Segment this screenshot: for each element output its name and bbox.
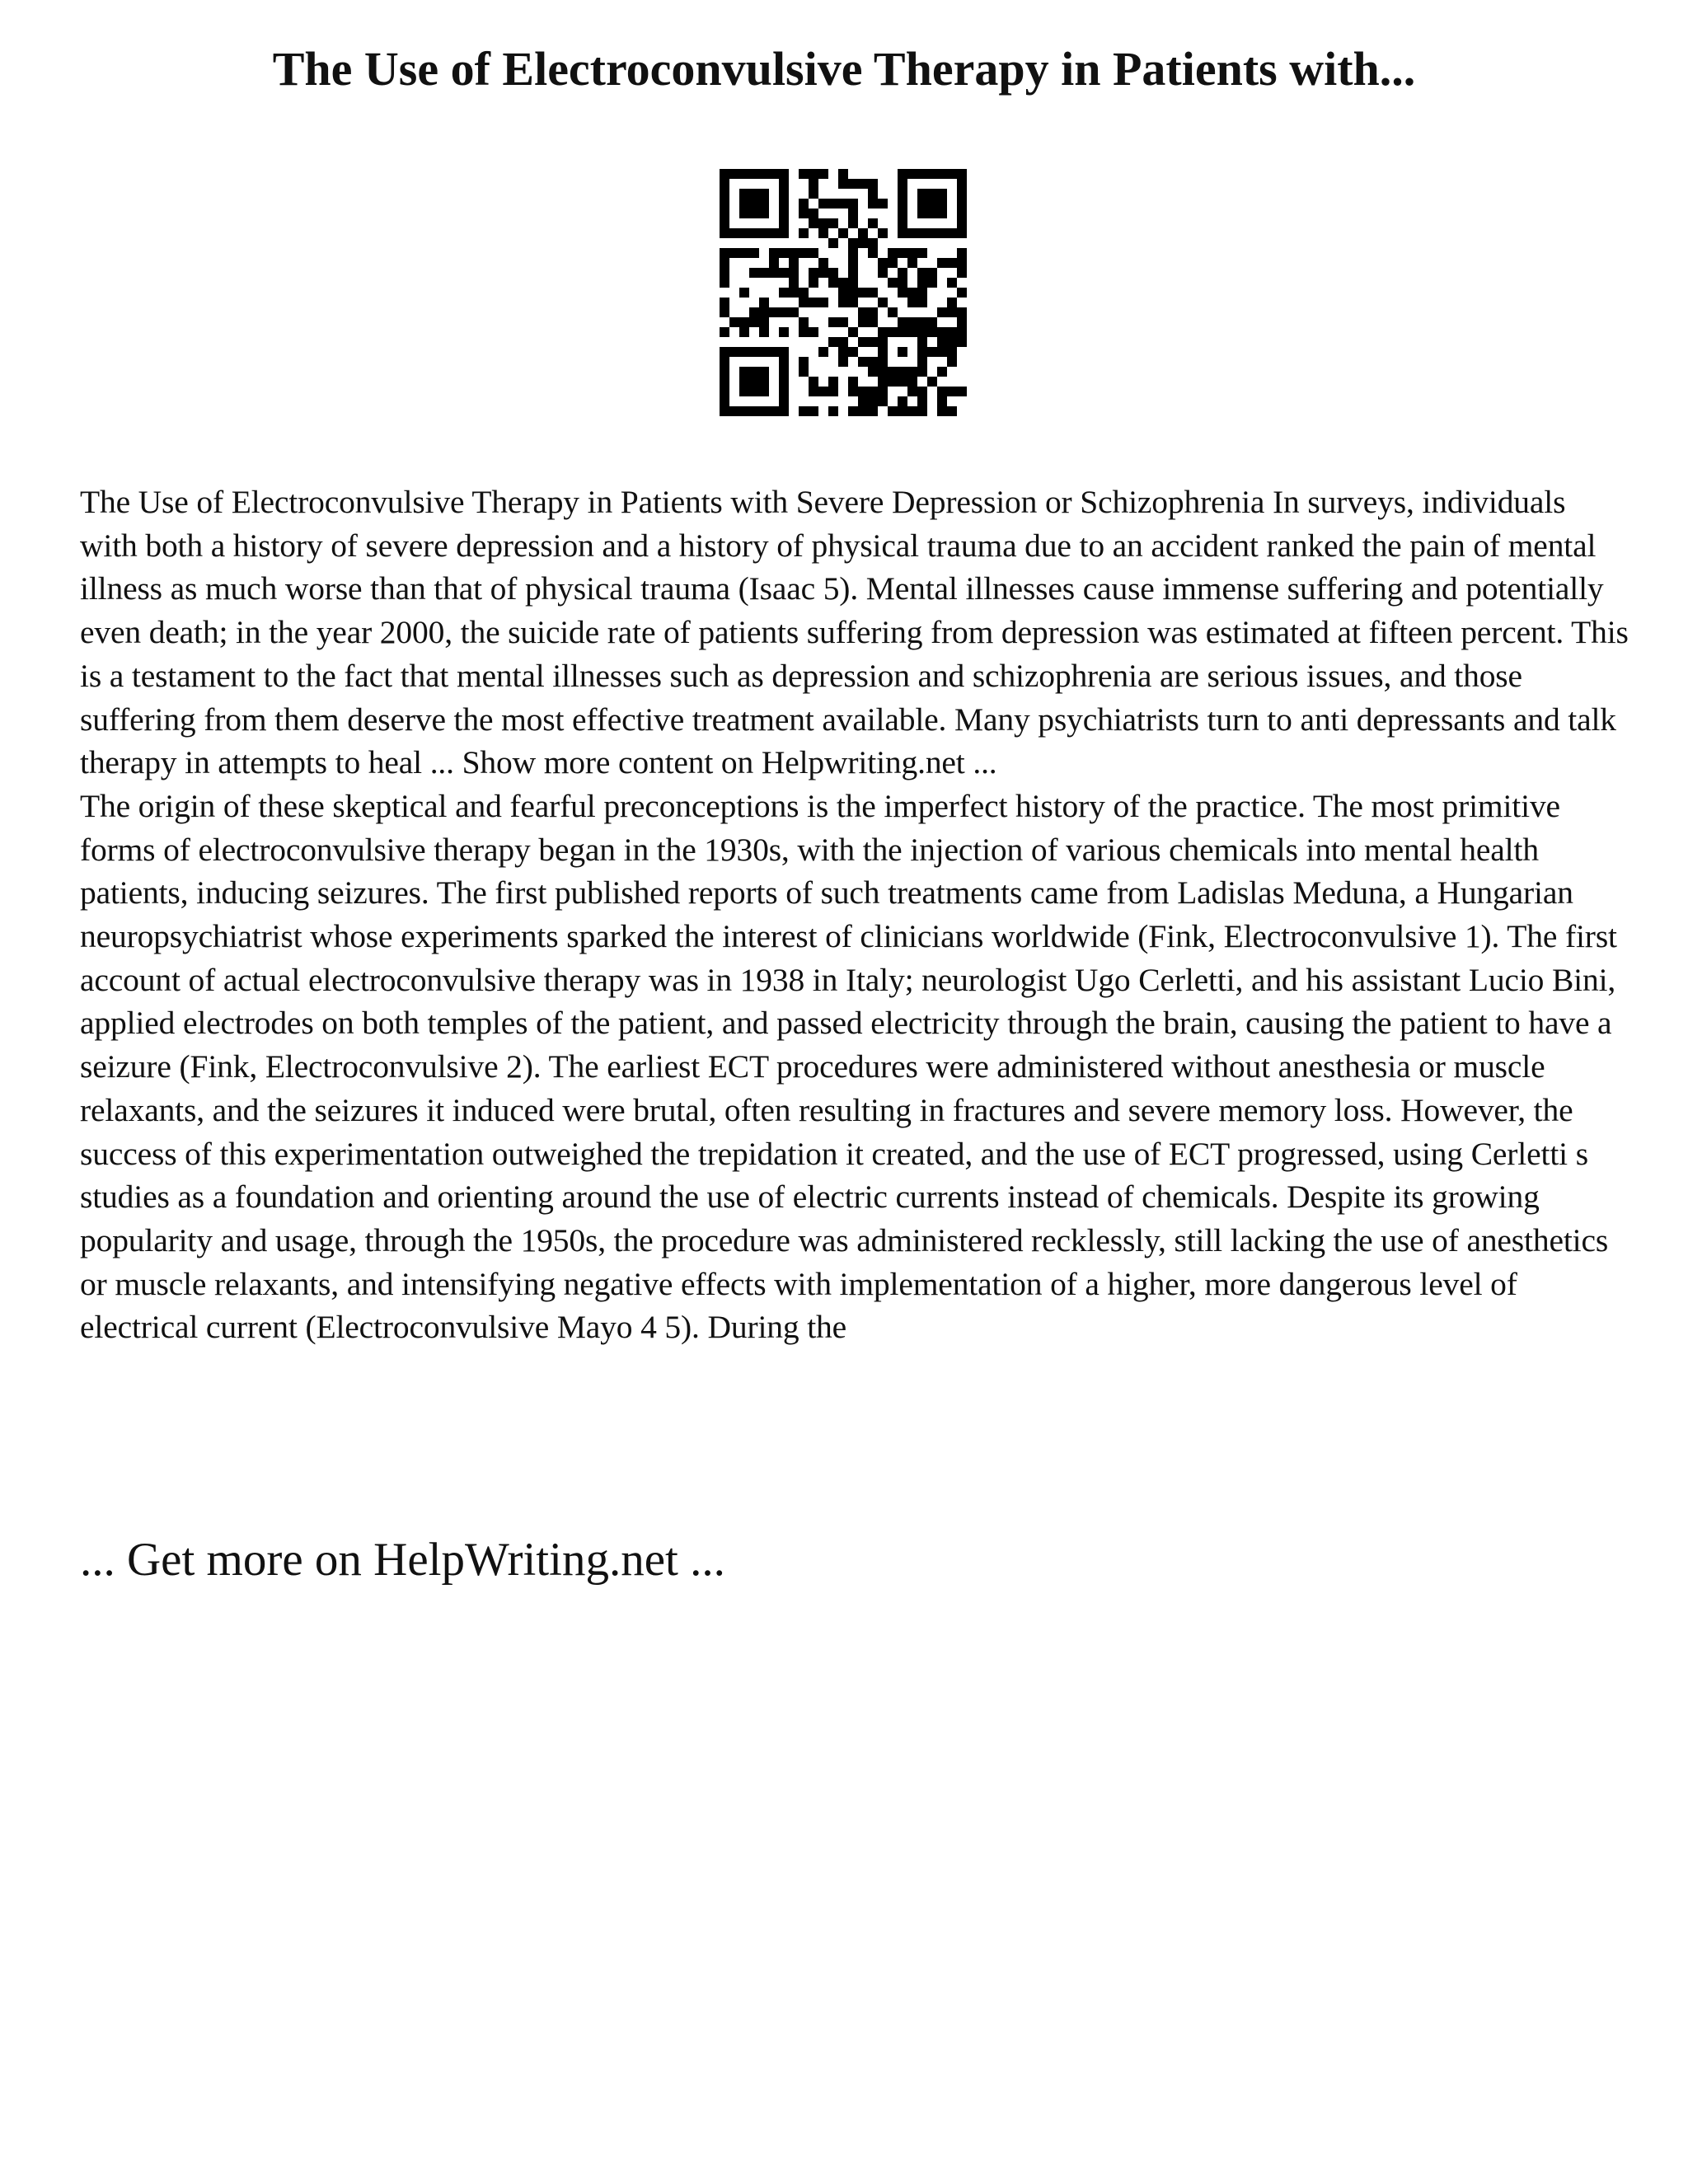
get-more-link[interactable]: ... Get more on HelpWriting.net ... xyxy=(80,1534,725,1586)
article-body xyxy=(80,480,1629,1349)
qr-code-graphic xyxy=(720,169,967,416)
article-paragraph: The origin of these skeptical and fearful preconceptions is the imperfect history of the practice. The most primitive forms of electroconvulsive therapy began in the 1930s, with the injection of various chemicals into mental health patients, inducing seizures. The first published reports of such treatments came from Ladislas Meduna, a Hungarian neuropsychiatrist whose experiments sparked the interest of clinicians worldwide (Fink, Electroconvulsive 1). The first account of actual electroconvulsive therapy was in 1938 in Italy; neurologist Ugo Cerletti, and his assistant Lucio Bini, applied electrodes on both temples of the patient, and passed electricity through the brain, causing the patient to have a seizure (Fink, Electroconvulsive 2). The earliest ECT procedures were administered without anesthesia or muscle relaxants, and the seizures it induced were brutal, often resulting in fractures and severe memory loss. However, the success of this experimentation outweighed the trepidation it created, and the use of ECT progressed, using Cerletti s studies as a foundation and orienting around the use of electric currents instead of chemicals. Despite its growing popularity and usage, through the 1950s, the procedure was administered recklessly, still lacking the use of anesthetics or muscle relaxants, and intensifying negative effects with implementation of a higher, more dangerous level of electrical current (Electroconvulsive Mayo 4 5). During the xyxy=(80,787,1617,1346)
article-paragraph: The Use of Electroconvulsive Therapy in Patients with Severe Depression or Schizophrenia In surveys, individuals with both a history of severe depression and a history of physical trauma due to an accident ranked the pain of mental illness as much worse than that of physical trauma (Isaac 5). Mental illnesses cause immense suffering and potentially even death; in the year 2000, the suicide rate of patients suffering from depression was estimated at fifteen percent. This is a testament to the fact that mental illnesses such as depression and schizophrenia are serious issues, and those suffering from them deserve the most effective treatment available. Many psychiatrists turn to anti depressants and talk therapy in attempts to heal ... Show more content on Helpwriting.net ... xyxy=(80,484,1629,781)
page-title: The Use of Electroconvulsive Therapy in Patients with... xyxy=(272,42,1416,96)
qr-code-icon[interactable] xyxy=(720,169,967,416)
